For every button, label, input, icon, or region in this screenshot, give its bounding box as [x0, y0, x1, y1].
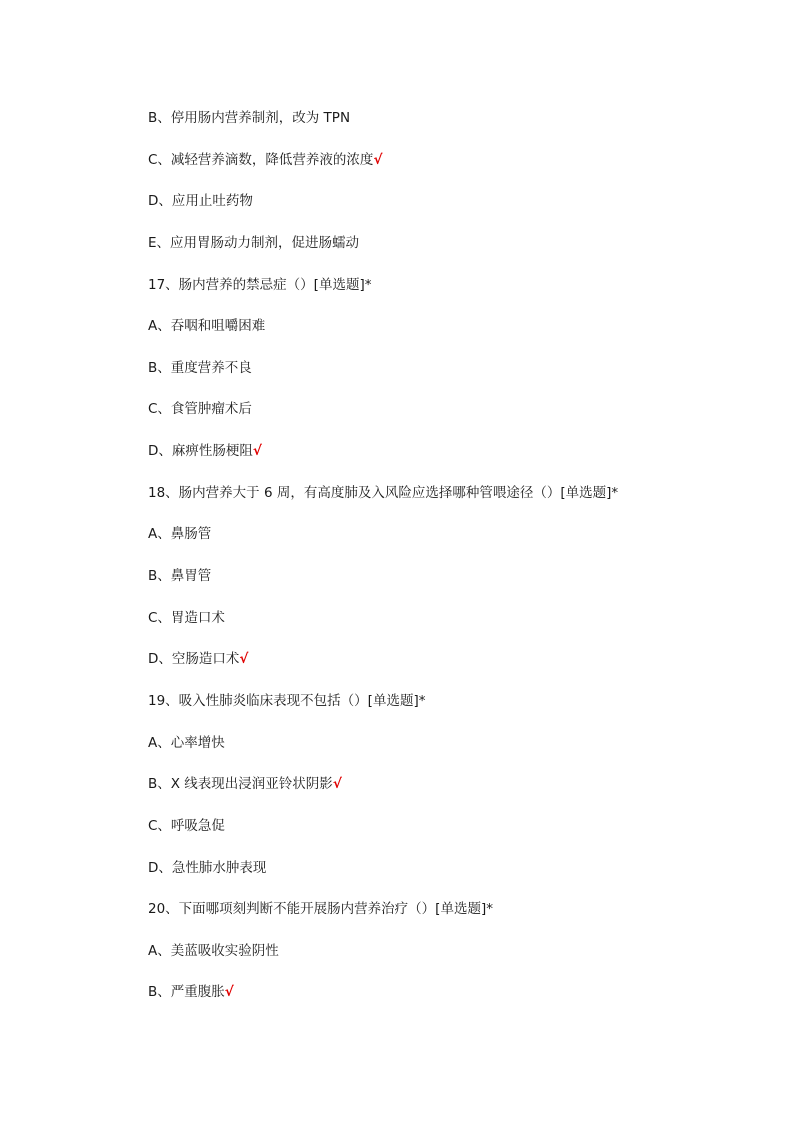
correct-check-mark: √ [224, 984, 234, 1001]
option-line [148, 439, 754, 481]
line-text: B、重度营养不良 [148, 359, 252, 376]
line-text: 19、吸入性肺炎临床表现不包括（）[单选题]* [148, 692, 426, 709]
line-text: B、停用肠内营养制剂，改为 TPN [148, 110, 351, 126]
line-text: E、应用胃肠动力制剂，促进肠蠕动 [148, 234, 360, 251]
correct-check-mark: √ [239, 651, 249, 668]
option-line [148, 980, 754, 1022]
line-text: D、急性肺水肿表现 [148, 859, 267, 876]
line-text: A、鼻肠管 [148, 526, 212, 543]
option-line [148, 772, 754, 814]
option-line [148, 564, 754, 606]
option-line [148, 647, 754, 689]
line-text: C、食管肿瘤术后 [148, 401, 252, 418]
line-text: A、心率增快 [148, 734, 225, 751]
question-list [148, 106, 754, 1022]
correct-check-mark: √ [252, 443, 262, 460]
line-text: D、麻痹性肠梗阻 [148, 443, 253, 460]
option-line [148, 148, 754, 190]
question-line [148, 273, 754, 315]
question-line [148, 481, 754, 523]
option-line [148, 189, 754, 231]
option-line [148, 231, 754, 273]
line-text: C、呼吸急促 [148, 817, 225, 834]
option-line [148, 356, 754, 398]
question-line [148, 897, 754, 939]
line-text: 17、肠内营养的禁忌症（）[单选题]* [148, 276, 372, 293]
line-text: B、鼻胃管 [148, 568, 212, 585]
correct-check-mark: √ [332, 776, 342, 793]
option-line [148, 522, 754, 564]
correct-check-mark: √ [373, 151, 383, 168]
option-line [148, 814, 754, 856]
line-text: D、空肠造口术 [148, 651, 240, 668]
line-text: C、减轻营养滴数，降低营养液的浓度 [148, 151, 374, 168]
line-text: B、X 线表现出浸润亚铃状阴影 [148, 776, 333, 793]
line-text: 18、肠内营养大于 6 周，有高度肺及入风险应选择哪种管喂途径（）[单选题]* [148, 484, 619, 501]
option-line [148, 106, 754, 148]
line-text: 20、下面哪项刻判断不能开展肠内营养治疗（）[单选题]* [148, 901, 493, 918]
option-line [148, 731, 754, 773]
option-line [148, 314, 754, 356]
line-text: D、应用止吐药物 [148, 193, 253, 210]
line-text: A、吞咽和咀嚼困难 [148, 318, 266, 335]
option-line [148, 856, 754, 898]
line-text: B、严重腹胀 [148, 984, 225, 1001]
line-text: A、美蓝吸收实验阴性 [148, 942, 279, 959]
line-text: C、胃造口术 [148, 609, 225, 626]
question-line [148, 689, 754, 731]
option-line [148, 939, 754, 981]
option-line [148, 397, 754, 439]
option-line [148, 606, 754, 648]
